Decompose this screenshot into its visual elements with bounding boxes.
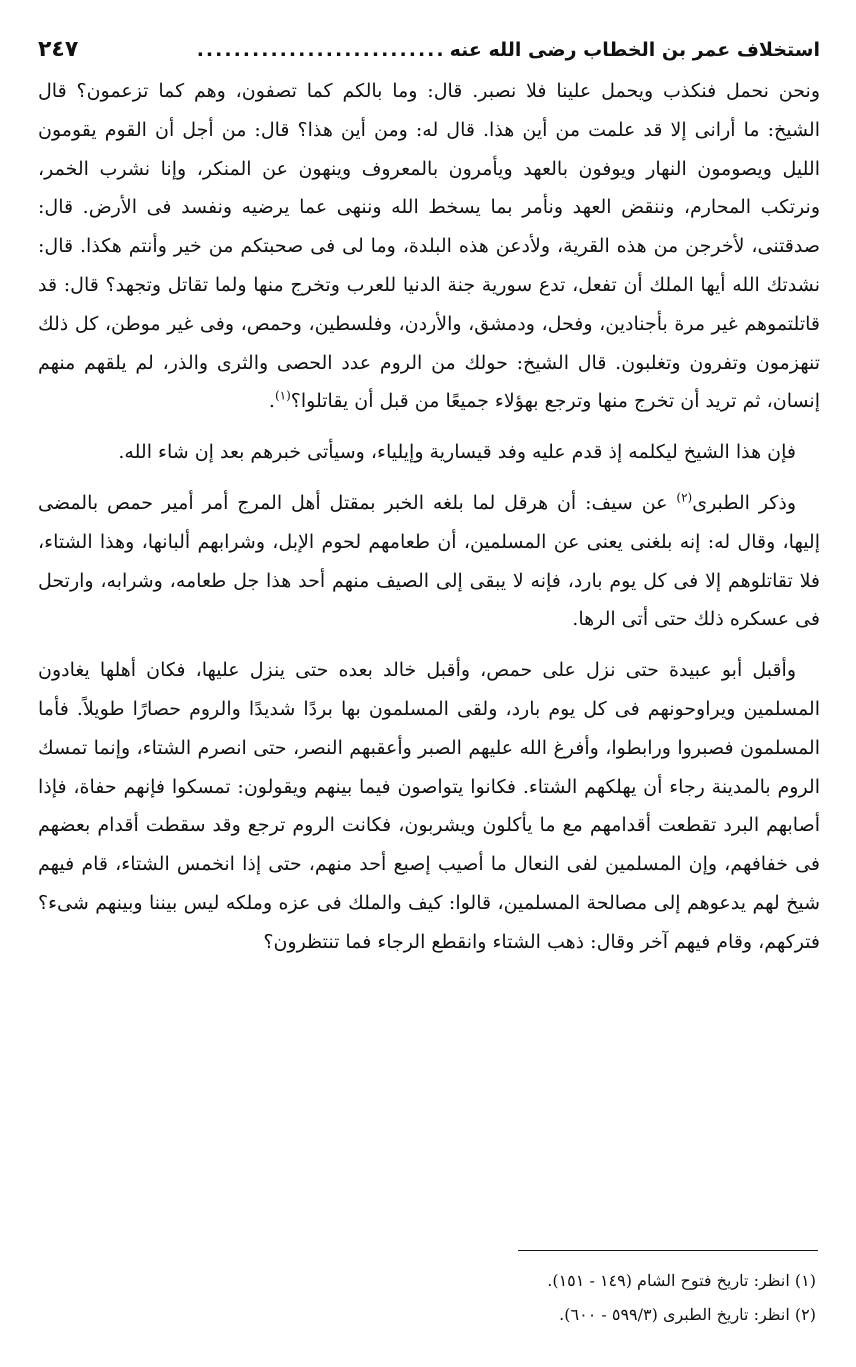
paragraph-3-start: وذكر الطبرى bbox=[692, 491, 796, 514]
paragraph-1-end: . bbox=[268, 390, 275, 413]
footnote-ref-1[interactable]: (١) bbox=[274, 389, 291, 404]
paragraph-4 bbox=[38, 651, 820, 961]
paragraph-3 bbox=[38, 484, 820, 639]
paragraph-1-text: ونحن نحمل فنكذب ويحمل علينا فلا نصبر. قال: وما بالكم كما تصفون، وهم كما تزعمون؟ قال الشيخ: ما أرانى إلا قد علمت من أين هذا. قال له: ومن أين هذا؟ قال: من أجل أن القوم يقومون الليل ويصومون النهار ويوفون بالعهد ويأمرون بالمعروف وينهون عن المنكر، وإنا نشرب الخمر، ونرتكب المحارم، وننقض العهد ونأمر بما يسخط الله وننهى عما يرضيه ونفسد فى الأرض. قال: صدقتنى، لأخرجن من هذه القرية، ولأدعن هذه البلدة، وما لى فى صحبتكم من خير وأنتم هكذا. قال: نشدتك الله أيها الملك أن تفعل، تدع سورية جنة الدنيا للعرب وتخرج منها ولما تقاتل وتجهد؟ قال: قد قاتلتموهم غير مرة بأجنادين، وفحل، ودمشق، والأردن، وفلسطين، وحمص، وفى غير موطن، كل ذلك تنهزمون وتفرون وتغلبون. قال الشيخ: حولك من الروم عدد الحصى والثرى والذر، لم يلقهم منهم إنسان، ثم تريد أن تخرج منها وترجع بهؤلاء جميعًا من قبل أن يقاتلوا؟ bbox=[38, 80, 820, 413]
page-body bbox=[38, 30, 820, 962]
page-number: ٢٤٧ bbox=[38, 37, 79, 62]
paragraph-3-text: عن سيف: أن هرقل لما بلغه الخبر بمقتل أهل المرج أمر أمير حمص بالمضى إليها، وقال له: إنه بلغنى يعنى عن المسلمين، أن طعامهم لحوم الإبل، وشرابهم ألبانها، وهذا الشتاء، فلا تقاتلوهم إلا فى كل يوم بارد، فإنه لا يبقى إلى الصيف منهم أحد هذا جل طعامه، وشرابه، وارتحل فى عسكره ذلك حتى أتى الرها. bbox=[38, 491, 820, 631]
running-title: استخلاف عمر بن الخطاب رضى الله عنه bbox=[449, 39, 820, 61]
footnotes bbox=[36, 1264, 816, 1332]
paragraph-2-text: فإن هذا الشيخ ليكلمه إذ قدم عليه وفد قيسارية وإيلياء، وسيأتى خبرهم بعد إن شاء الله. bbox=[118, 441, 796, 464]
leader-dots: ........................... bbox=[196, 39, 446, 61]
paragraph-4-text: وأقبل أبو عبيدة حتى نزل على حمص، وأقبل خالد بعده حتى ينزل عليها، فكان أهلها يغادون المسلمين ويراوحونهم فى كل يوم بارد، ولقى المسلمون بها بردًا شديدًا والروم حصارًا طويلاً. فأما المسلمون فصبروا ورابطوا، وأفرغ الله عليهم الصبر وأعقبهم النصر، حتى انصرم الشتاء، وإنما تمسك الروم بالمدينة رجاء أن يهلكهم الشتاء. فكانوا يتواصون فيما بينهم ويقولون: تمسكوا فإنهم حفاة، فإذا أصابهم البرد تقطعت أقدامهم مع ما يأكلون ويشربون، فكانت الروم ترجع وقد سقطت أقدام بعضهم فى خفافهم، وإن المسلمين لفى النعال ما أصيب إصبع أحد منهم، حتى إذا انخمس الشتاء، قام فيهم شيخ لهم يدعوهم إلى مصالحة المسلمين، قالوا: كيف والملك فى عزه وملكه ليس بيننا وبينهم شىء؟ فتركهم، وقام فيهم آخر وقال: ذهب الشتاء وانقطع الرجاء فما تنتظرون؟ bbox=[38, 659, 820, 953]
running-head bbox=[38, 30, 820, 70]
footnote-2: (٢) انظر: تاريخ الطبرى (٥٩٩/٣ - ٦٠٠). bbox=[559, 1305, 816, 1324]
footnote-ref-2[interactable]: (٢) bbox=[676, 490, 693, 505]
paragraph-2 bbox=[38, 433, 820, 472]
paragraph-1 bbox=[38, 72, 820, 421]
footnote-divider bbox=[518, 1250, 818, 1251]
footnote-1: (١) انظر: تاريخ فتوح الشام (١٤٩ - ١٥١). bbox=[547, 1271, 816, 1290]
